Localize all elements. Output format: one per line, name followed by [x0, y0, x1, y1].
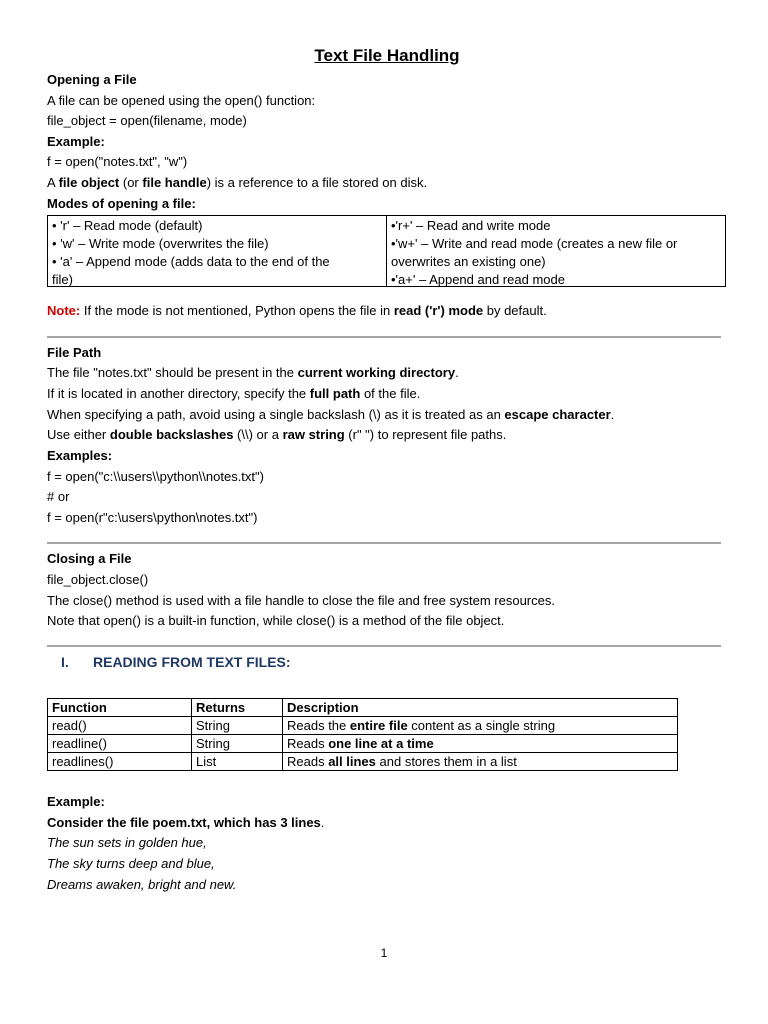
- filepath-heading: File Path: [47, 345, 102, 360]
- fp1-b: current working directory: [297, 365, 456, 380]
- section-divider-1: [47, 336, 721, 338]
- mode-w-plus-cont: overwrites an existing one): [391, 254, 546, 269]
- filepath-line-2: [47, 385, 420, 403]
- fp1-a: The file "notes.txt" should be present in the: [47, 365, 298, 380]
- example-label: Example:: [47, 794, 105, 809]
- fp1-c: .: [455, 365, 459, 380]
- desc-b: all lines: [328, 754, 376, 769]
- fp4-c: (\\) or a: [233, 427, 283, 442]
- opening-line-1: A file can be opened using the open() function:: [47, 93, 316, 108]
- col-header-returns: Returns: [192, 699, 283, 717]
- desc-a: Reads the: [287, 718, 350, 733]
- fo-text-e: ) is a reference to a file stored on disk.: [206, 175, 428, 190]
- cell-returns: String: [192, 717, 283, 735]
- note-label: Note:: [47, 303, 81, 318]
- example-consider: [47, 814, 324, 832]
- mode-a-plus: •'a+' – Append and read mode: [391, 272, 565, 287]
- fo-text-c: (or: [119, 175, 143, 190]
- cell-function: readlines(): [48, 753, 192, 771]
- section-divider-3: [47, 645, 721, 647]
- desc-c: content as a single string: [407, 718, 556, 733]
- poem-line-1: The sun sets in golden hue,: [47, 835, 207, 850]
- filepath-line-4: [47, 426, 506, 444]
- opening-heading: Opening a File: [47, 72, 137, 87]
- table-row: [48, 735, 678, 753]
- note-text-a: If the mode is not mentioned, Python opens the file in: [80, 303, 394, 318]
- fp3-b: escape character: [504, 407, 611, 422]
- functions-table: [47, 698, 678, 771]
- file-object-sentence: [47, 174, 427, 192]
- modes-left-column: [48, 216, 387, 286]
- fp2-b: full path: [309, 386, 361, 401]
- note-text-c: by default.: [483, 303, 547, 318]
- fp3-c: .: [610, 407, 615, 422]
- cell-returns: List: [192, 753, 283, 771]
- cell-function: read(): [48, 717, 192, 735]
- opening-example-label: Example:: [47, 134, 105, 149]
- fo-text-b: file object: [58, 175, 120, 190]
- filepath-example-3: f = open(r"c:\users\python\notes.txt"): [47, 510, 258, 525]
- col-header-description: Description: [283, 699, 678, 717]
- cell-description: [283, 753, 678, 771]
- poem-line-2: The sky turns deep and blue,: [47, 856, 215, 871]
- fp2-a: If it is located in another directory, specify the: [47, 386, 310, 401]
- closing-line-3: Note that open() is a built-in function, while close() is a method of the file object.: [47, 613, 505, 628]
- cell-function: readline(): [48, 735, 192, 753]
- reading-section-title: READING FROM TEXT FILES:: [93, 654, 291, 670]
- fp4-b: double backslashes: [109, 427, 234, 442]
- table-header-row: [48, 699, 678, 717]
- fp4-e: (r" ") to represent file paths.: [344, 427, 507, 442]
- page-title: Text File Handling: [314, 46, 460, 65]
- fp3-a: When specifying a path, avoid using a single backslash (\) as it is treated as an: [47, 407, 505, 422]
- closing-heading: Closing a File: [47, 551, 132, 566]
- mode-a: • 'a' – Append mode (adds data to the end of the: [52, 254, 330, 269]
- fp2-c: of the file.: [360, 386, 421, 401]
- opening-example-code: f = open("notes.txt", "w"): [47, 154, 188, 169]
- reading-section-number: I.: [61, 654, 69, 670]
- consider-b: .: [320, 815, 325, 830]
- fp4-a: Use either: [47, 427, 110, 442]
- filepath-example-2: # or: [47, 489, 70, 504]
- consider-a: Consider the file poem.txt, which has 3 lines: [47, 815, 321, 830]
- filepath-line-1: [47, 364, 459, 382]
- table-row: [48, 753, 678, 771]
- fo-text-d: file handle: [142, 175, 207, 190]
- mode-w-plus: •'w+' – Write and read mode (creates a new file or: [391, 236, 678, 251]
- fp4-d: raw string: [282, 427, 345, 442]
- filepath-line-3: [47, 406, 614, 424]
- closing-line-2: The close() method is used with a file handle to close the file and free system resources.: [47, 593, 555, 608]
- mode-r: • 'r' – Read mode (default): [52, 218, 203, 233]
- poem-line-3: Dreams awaken, bright and new.: [47, 877, 237, 892]
- modes-right-column: [387, 216, 725, 286]
- section-divider-2: [47, 542, 721, 544]
- desc-b: one line at a time: [328, 736, 434, 751]
- table-row: [48, 717, 678, 735]
- desc-c: and stores them in a list: [375, 754, 517, 769]
- reading-section-heading: [61, 653, 291, 671]
- cell-description: [283, 735, 678, 753]
- desc-a: Reads: [287, 736, 329, 751]
- filepath-examples-label: Examples:: [47, 448, 113, 463]
- filepath-example-1: f = open("c:\\users\\python\\notes.txt"): [47, 469, 264, 484]
- mode-w: • 'w' – Write mode (overwrites the file): [52, 236, 269, 251]
- fo-text-a: A: [47, 175, 59, 190]
- desc-b: entire file: [349, 718, 408, 733]
- cell-returns: String: [192, 735, 283, 753]
- cell-description: [283, 717, 678, 735]
- modes-table: [47, 215, 726, 287]
- page-number: 1: [380, 946, 388, 960]
- col-header-function: Function: [48, 699, 192, 717]
- closing-line-1: file_object.close(): [47, 572, 149, 587]
- note-line: [47, 302, 547, 320]
- desc-a: Reads: [287, 754, 329, 769]
- opening-line-2: file_object = open(filename, mode): [47, 113, 247, 128]
- note-text-b: read ('r') mode: [393, 303, 484, 318]
- modes-label: Modes of opening a file:: [47, 196, 196, 211]
- mode-r-plus: •'r+' – Read and write mode: [391, 218, 551, 233]
- mode-a-cont: file): [52, 272, 73, 287]
